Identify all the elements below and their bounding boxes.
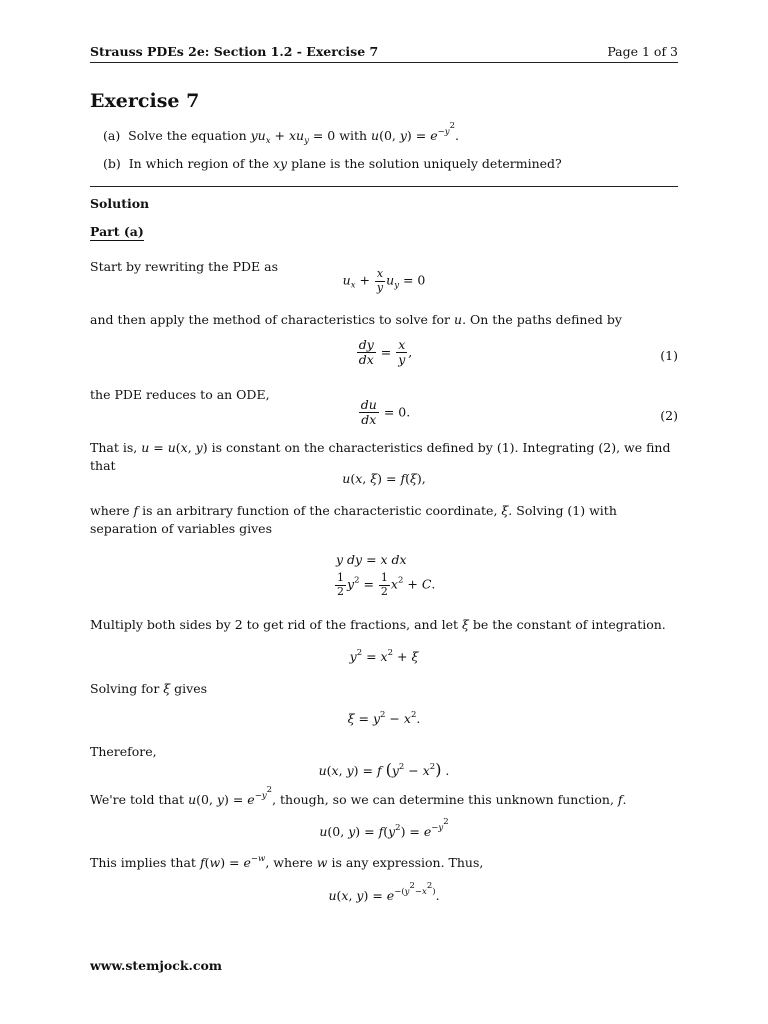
problem-part-b: (b) In which region of the xy plane is the solution uniquely determined? xyxy=(103,156,562,171)
equation-2: $\frac{du}{dx}$ = 0. xyxy=(360,397,411,428)
solution-heading: Solution xyxy=(90,196,150,211)
paragraph-multiply: Multiply both sides by 2 to get rid of the fractions, and let ξ be the constant of integration. xyxy=(90,617,666,632)
equation-xi: $\xi = y^2 - x^2$. xyxy=(347,710,421,726)
running-header-title: Strauss PDEs 2e: Section 1.2 - Exercise 7 xyxy=(90,44,379,59)
equation-u-general: u(x, y) = f $(y^2 - x^2)$ . xyxy=(318,760,450,779)
equation-1: $\frac{dy}{dx}$ = $\frac{x}{y}$ , xyxy=(358,337,413,368)
section-rule xyxy=(90,186,678,187)
equation-y2: $y^2 = x^2 + \xi$ xyxy=(349,648,419,664)
paragraph-constant: That is, u = u(x, y) is constant on the characteristics defined by (1). Integrating (2), we find that xyxy=(90,440,671,473)
page-number: Page 1 of 3 xyxy=(607,44,678,59)
equation-number-1: (1) xyxy=(660,348,678,363)
paragraph-initial-condition: We're told that u(0, $y) = e^{-y^2}$, though, so we can determine this unknown function, f. xyxy=(90,785,627,807)
paragraph-arbitrary-function: where f is an arbitrary function of the characteristic coordinate, ξ. Solving (1) with separation of variables gives xyxy=(90,503,617,536)
equation-integrated: $\frac{1}{2}$ $y^2$ = $\frac{1}{2}$ $x^2 + C$. xyxy=(337,571,436,598)
equation-number-2: (2) xyxy=(660,408,678,423)
part-a-heading: Part (a) xyxy=(90,224,144,239)
problem-part-a: (a) Solve the equation $yu_x + xu_y = 0$ with u(0, $y) = e^{-y^2}$. xyxy=(103,121,459,146)
paragraph-solving-xi: Solving for ξ gives xyxy=(90,681,208,696)
equation-u0: u(0, $y) = f(y^2) = e^{-y^2}$ xyxy=(319,817,449,839)
paragraph-ode: the PDE reduces to an ODE, xyxy=(90,387,270,402)
footer-website: www.stemjock.com xyxy=(90,958,223,973)
paragraph-characteristics: and then apply the method of characteristics to solve for u. On the paths defined by xyxy=(90,312,622,327)
equation-u-f-xi: u(x, ξ) = f(ξ), xyxy=(342,471,426,486)
exercise-title: Exercise 7 xyxy=(90,90,200,112)
equation-rewritten-pde: $u_x$ + $\frac{x}{y}$ $u_y = 0$ xyxy=(342,267,426,294)
paragraph-rewrite: Start by rewriting the PDE as xyxy=(90,259,278,274)
header-rule xyxy=(90,62,678,63)
equation-separation: y dy = x dx xyxy=(336,552,407,567)
equation-final-solution: u(x, $y) = e^{-(y^2-x^2)}$. xyxy=(328,881,440,903)
paragraph-implies: This implies that $f(w) = e^{-w}$, where w is any expression. Thus, xyxy=(90,854,484,870)
paragraph-therefore: Therefore, xyxy=(90,744,157,759)
